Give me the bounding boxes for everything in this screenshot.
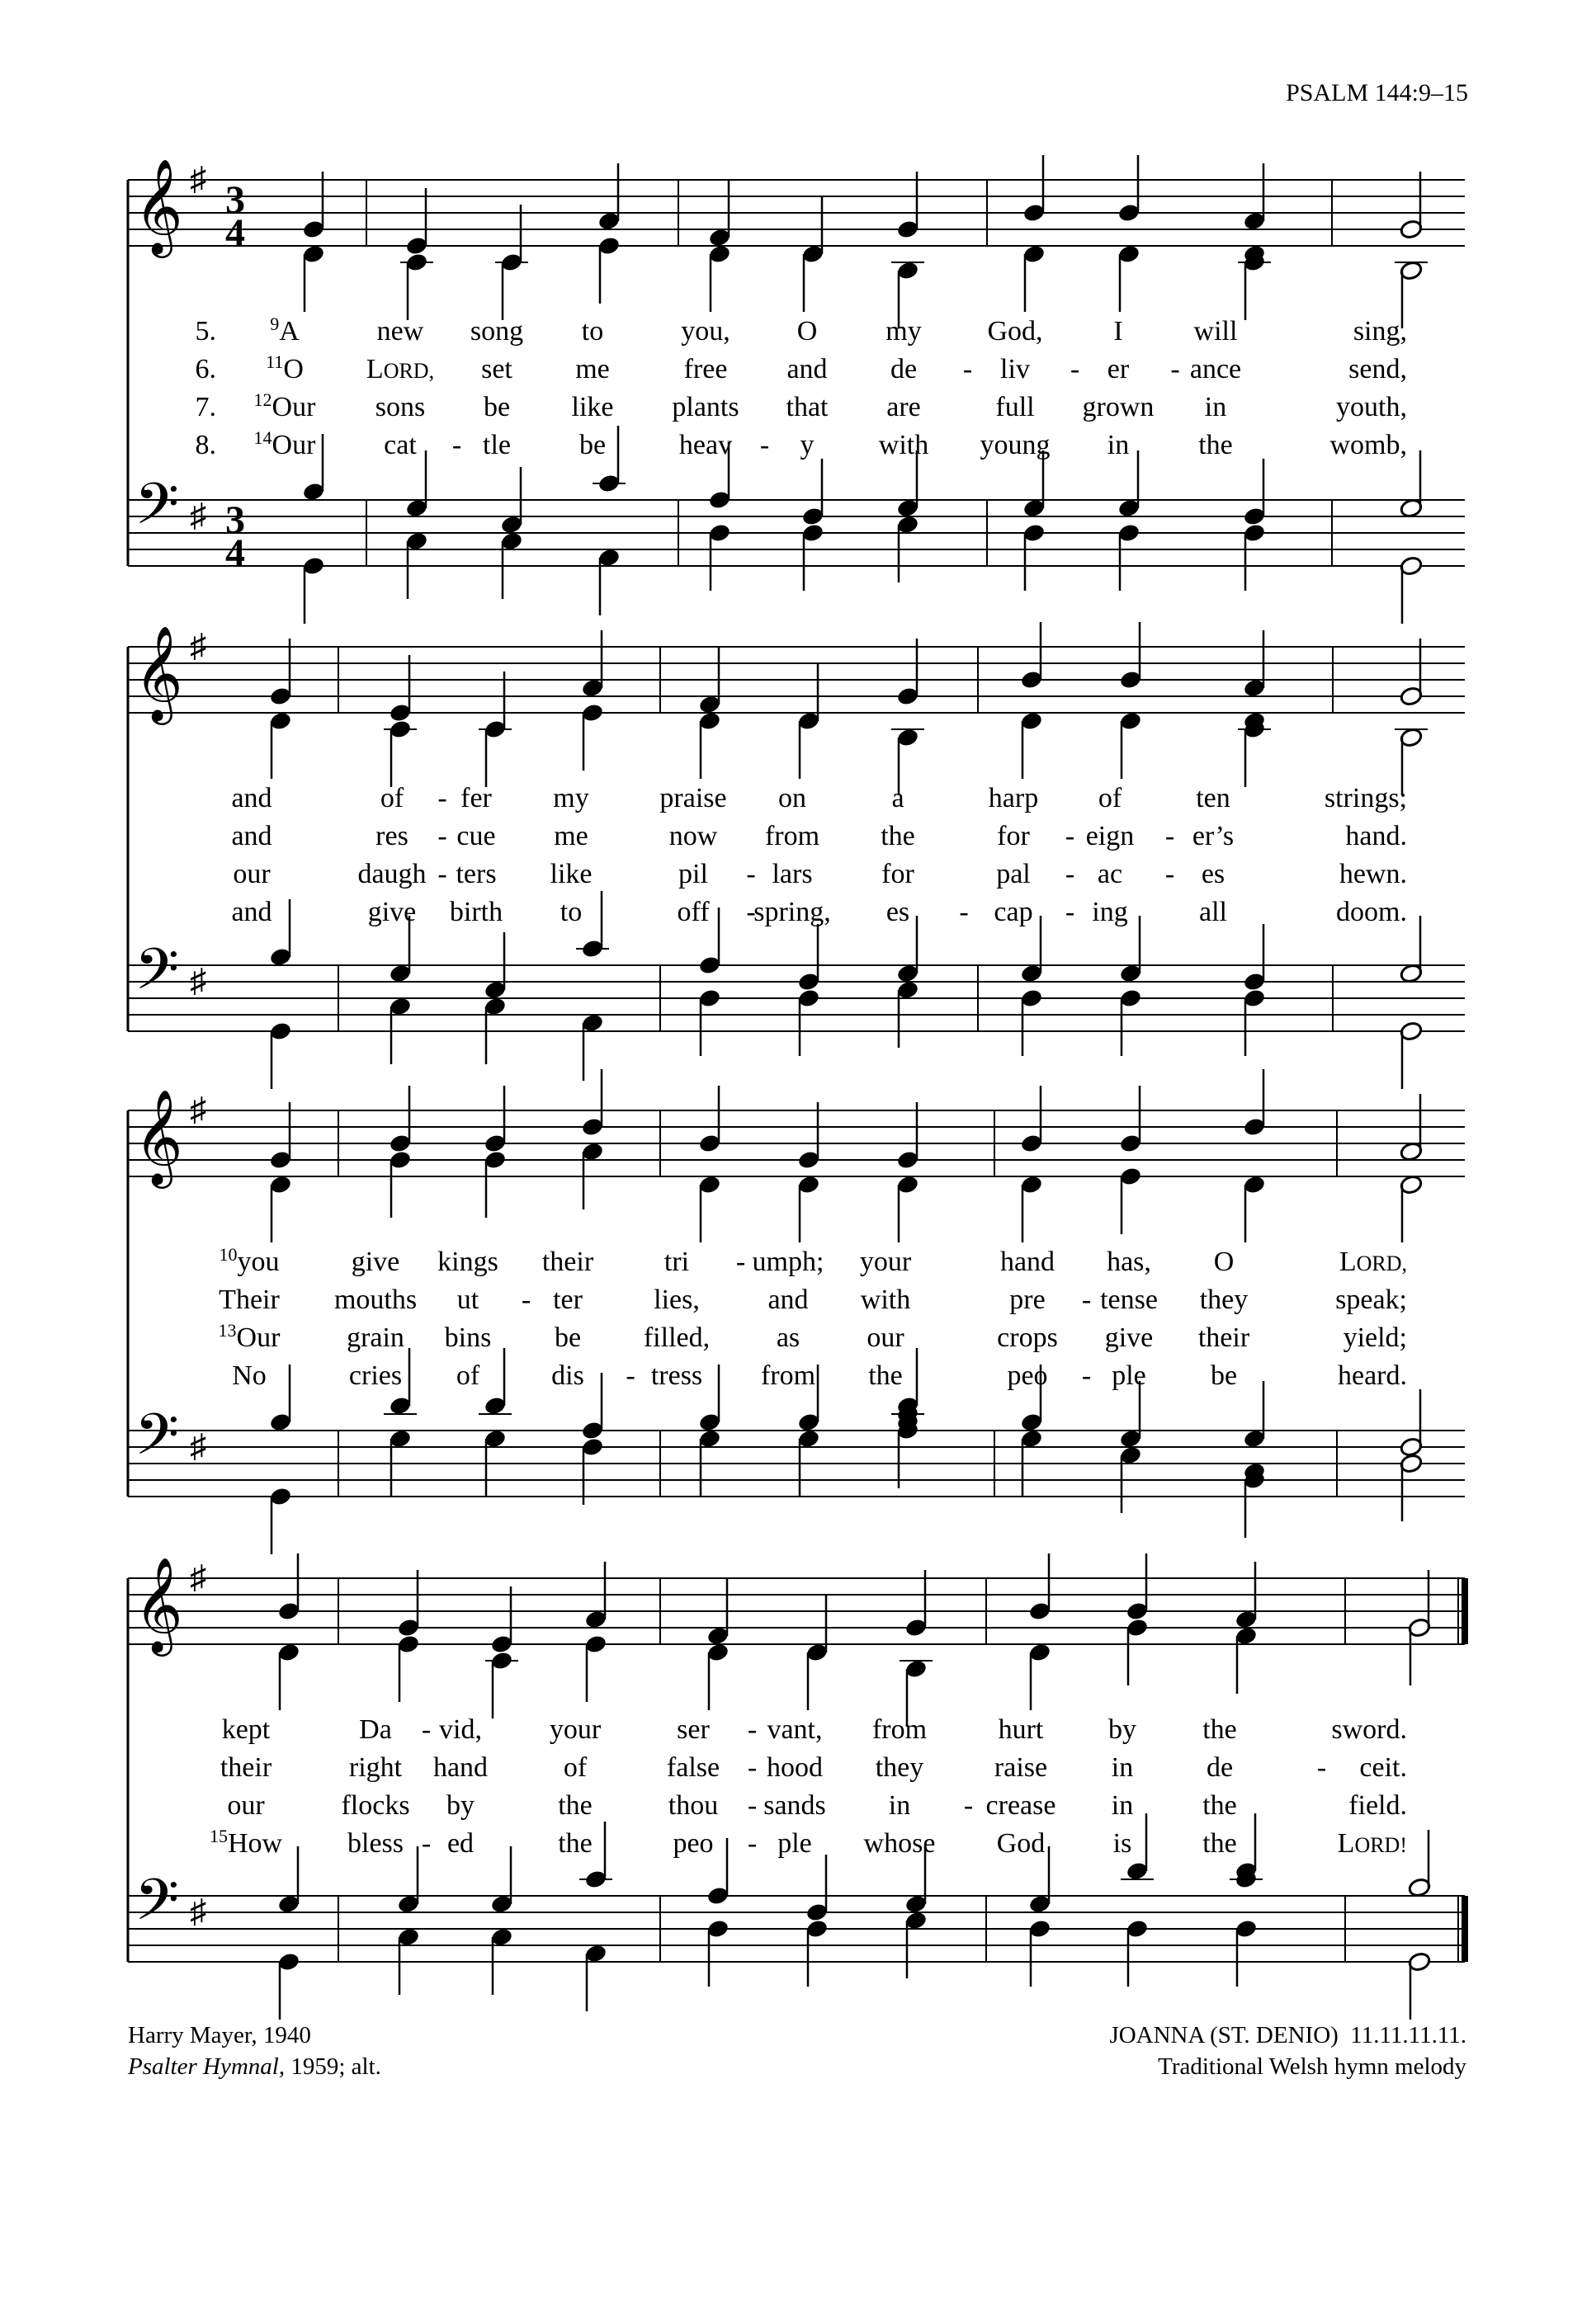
tune-name: JOANNA (ST. DENIO) 11.11.11.11. (1109, 2022, 1466, 2048)
lyric-hyphen: - (626, 1360, 635, 1391)
stanza-number: 8. (195, 430, 216, 460)
sharp-icon: ♯ (190, 1427, 206, 1464)
lyric-syllable: O (1213, 1247, 1235, 1277)
lyric-syllable: field. (1348, 1790, 1407, 1821)
lyric-syllable: God, (987, 316, 1043, 346)
lyric-syllable: filled, (643, 1322, 711, 1353)
lyric-syllable: speak; (1335, 1285, 1407, 1315)
lyric-syllable: from (764, 821, 820, 851)
lyric-syllable: heav (678, 430, 733, 460)
lyric-syllable: new (376, 316, 424, 346)
lyric-syllable: their (1197, 1322, 1250, 1353)
sharp-icon: ♯ (190, 627, 206, 664)
text-author: Harry Mayer, 1940 (128, 2022, 311, 2048)
lyric-syllable: of (1098, 783, 1122, 813)
lyric-syllable: ple (1112, 1360, 1146, 1391)
lyric-syllable: give (351, 1247, 400, 1277)
lyric-syllable: the (1202, 1714, 1237, 1745)
lyric-syllable: tri (663, 1247, 690, 1277)
lyric-syllable: ten (1196, 783, 1230, 813)
lyric-syllable: in (1111, 1752, 1134, 1783)
lyric-syllable: of (456, 1360, 480, 1391)
lyric-syllable: es (885, 897, 910, 927)
lyric-syllable: plants (672, 392, 739, 422)
lyric-syllable: harp (988, 783, 1039, 813)
lyric-syllable: vant, (767, 1714, 823, 1745)
lyric-syllable: crease (985, 1790, 1056, 1821)
lyric-syllable: to (560, 897, 583, 927)
lyric-syllable: me (575, 354, 610, 384)
lyric-syllable: hand (432, 1752, 489, 1783)
lyric-syllable: your (859, 1247, 912, 1277)
lyric-hyphen: - (746, 859, 756, 889)
lyric-hyphen: - (1316, 1752, 1327, 1783)
lyric-syllable: be (1210, 1360, 1238, 1391)
lyric-syllable: praise (659, 783, 727, 813)
sharp-icon: ♯ (190, 962, 206, 999)
lyric-syllable: $^{14}$Our (253, 427, 316, 460)
lyric-syllable: res (375, 821, 408, 851)
lyric-syllable: I (1113, 316, 1123, 346)
lyric-syllable: y (800, 430, 815, 460)
lyric-syllable: by (1108, 1714, 1136, 1745)
lyric-syllable: grain (347, 1322, 404, 1353)
lyric-syllable: a (891, 783, 904, 813)
lyric-syllable: ter (553, 1285, 583, 1315)
lyric-syllable: eign (1085, 821, 1135, 851)
lyric-syllable: full (995, 392, 1035, 422)
lyric-syllable: in (1204, 392, 1227, 422)
lyric-syllable: like (571, 392, 614, 422)
lyric-syllable: $^{15}$How (209, 1826, 283, 1859)
lyric-syllable: you, (681, 316, 730, 346)
lyric-hyphen: - (747, 1790, 758, 1821)
bass-clef-icon: 𝄢 (134, 1404, 180, 1481)
lyric-syllable: cue (456, 821, 496, 851)
lyric-hyphen: - (746, 897, 756, 927)
lyric-syllable: ac (1097, 859, 1123, 889)
lyric-hyphen: - (747, 1714, 758, 1745)
sharp-icon: ♯ (190, 497, 206, 534)
lyric-syllable: the (558, 1790, 593, 1821)
lyric-syllable: and (231, 783, 272, 813)
lyric-syllable: sword. (1331, 1714, 1407, 1745)
lyric-syllable: strings; (1324, 783, 1407, 813)
lyric-syllable: for (881, 859, 914, 889)
lyric-syllable: from (871, 1714, 928, 1745)
lyric-syllable: bins (444, 1322, 492, 1353)
lyric-syllable: my (885, 316, 922, 346)
lyric-syllable: with (878, 430, 929, 460)
lyric-syllable: yield; (1343, 1322, 1407, 1353)
lyric-syllable: all (1199, 897, 1227, 927)
lyric-syllable: $^{10}$you (219, 1244, 280, 1277)
lyric-hyphen: - (959, 897, 969, 927)
lyric-syllable: $^{13}$Our (218, 1320, 281, 1353)
final-bar-thick (1462, 1896, 1468, 1962)
lyric-syllable: they (1199, 1285, 1249, 1315)
psalm-reference: PSALM 144:9–15 (1286, 79, 1468, 106)
bass-clef-icon: 𝄢 (134, 939, 180, 1016)
lyric-syllable: dis (551, 1360, 584, 1391)
lyric-syllable: and (767, 1285, 809, 1315)
lyric-hyphen: - (1164, 821, 1175, 851)
lyric-hyphen: - (1070, 354, 1080, 384)
lyric-syllable: umph; (752, 1247, 824, 1277)
lyric-syllable: set (481, 354, 512, 384)
lyric-syllable: the (1202, 1790, 1237, 1821)
lyric-hyphen: - (1065, 821, 1075, 851)
lyric-syllable: now (668, 821, 718, 851)
lyric-syllable: kept (221, 1714, 271, 1745)
sharp-icon: ♯ (190, 1558, 206, 1596)
lyric-hyphen: - (759, 430, 770, 460)
lyric-syllable: from (760, 1360, 816, 1391)
time-signature-top: 3 (225, 178, 245, 222)
lyric-syllable: raise (994, 1752, 1048, 1783)
lyric-hyphen: - (1170, 354, 1180, 384)
lyric-syllable: ser (677, 1714, 710, 1745)
lyric-syllable: their (220, 1752, 272, 1783)
lyric-syllable: hood (767, 1752, 823, 1783)
lyric-hyphen: - (963, 1790, 974, 1821)
lyric-syllable: lies, (654, 1285, 700, 1315)
treble-clef-icon: 𝄞 (134, 1091, 183, 1183)
lyric-syllable: ters (456, 859, 497, 889)
text-source-rest: 1959; alt. (285, 2053, 381, 2080)
lyric-syllable: pre (1009, 1285, 1046, 1315)
treble-clef-icon: 𝄞 (134, 161, 183, 252)
lyric-hyphen: - (1081, 1360, 1092, 1391)
lyric-syllable: with (860, 1285, 911, 1315)
lyric-hyphen: - (735, 1247, 746, 1277)
lyric-syllable: womb, (1329, 430, 1407, 460)
sharp-icon: ♯ (190, 160, 206, 197)
lyric-syllable: de (890, 354, 918, 384)
lyric-syllable: the (1202, 1828, 1237, 1859)
lyric-hyphen: - (1065, 859, 1075, 889)
lyric-syllable: by (446, 1790, 475, 1821)
lyric-syllable: whose (863, 1828, 936, 1859)
lyric-syllable: be (554, 1322, 582, 1353)
lyric-syllable: ed (446, 1828, 475, 1859)
lyric-syllable: my (553, 783, 589, 813)
lyric-syllable: $^{11}$O (266, 351, 304, 384)
time-signature-top: 3 (225, 498, 245, 542)
lyric-syllable: our (233, 859, 271, 889)
lyric-syllable: crops (997, 1322, 1058, 1353)
credits-right (1109, 2020, 1466, 2082)
lyric-syllable: thou (668, 1790, 719, 1821)
lyric-hyphen: - (421, 1714, 432, 1745)
lyric-hyphen: - (437, 859, 447, 889)
lyric-syllable: song (470, 316, 524, 346)
lyric-syllable: $^9$A (270, 313, 300, 346)
treble-clef-icon: 𝄞 (134, 1559, 183, 1651)
lyric-syllable: to (581, 316, 604, 346)
lyric-syllable: and (786, 354, 828, 384)
text-source (128, 2051, 381, 2082)
lyric-syllable: cat (384, 430, 417, 460)
lyric-syllable: es (1201, 859, 1225, 889)
lyric-syllable: youth, (1336, 392, 1407, 422)
lyric-syllable: O (796, 316, 818, 346)
lyric-syllable: peo (1007, 1360, 1048, 1391)
lyric-syllable: false (666, 1752, 720, 1783)
lyric-syllable: ple (777, 1828, 812, 1859)
lyric-syllable: your (549, 1714, 602, 1745)
lyric-syllable: has, (1107, 1247, 1151, 1277)
lyric-syllable: tress (650, 1360, 703, 1391)
lyric-syllable: Da (359, 1714, 392, 1745)
lyric-syllable: er’s (1192, 821, 1235, 851)
stanza-number: 5. (195, 316, 216, 346)
lyric-syllable: heard. (1337, 1360, 1407, 1391)
lyric-syllable: de (1206, 1752, 1234, 1783)
lyric-hyphen: - (1081, 1285, 1092, 1315)
lyric-syllable: hewn. (1339, 859, 1407, 889)
lyric-syllable: in (888, 1790, 911, 1821)
lyric-syllable: tense (1100, 1285, 1158, 1315)
lyric-syllable: our (867, 1322, 904, 1353)
lyric-syllable: right (348, 1752, 403, 1783)
lyric-syllable: off (677, 897, 710, 927)
treble-clef-icon: 𝄞 (134, 628, 183, 719)
lyric-syllable: be (483, 392, 511, 422)
lyric-syllable: of (380, 783, 404, 813)
sharp-icon: ♯ (190, 1893, 206, 1930)
lyric-syllable: on (778, 783, 806, 813)
lyric-syllable: are (886, 392, 921, 422)
lyric-syllable: that (786, 392, 829, 422)
lyric-syllable: and (231, 821, 272, 851)
lyric-syllable: sons (375, 392, 426, 422)
lyric-syllable: grown (1082, 392, 1155, 422)
lyric-syllable: me (554, 821, 588, 851)
lyric-syllable: $^{12}$Our (253, 389, 316, 422)
lyric-syllable: pal (996, 859, 1031, 889)
lyric-syllable: young (980, 430, 1051, 460)
lyric-syllable: the (868, 1360, 903, 1391)
lyric-syllable: cap (994, 897, 1033, 927)
lyric-syllable: send, (1348, 354, 1407, 384)
lyric-syllable: is (1112, 1828, 1132, 1859)
lyric-syllable: be (578, 430, 607, 460)
lyric-syllable: vid, (439, 1714, 482, 1745)
lyric-syllable: daugh (357, 859, 427, 889)
lyric-hyphen: - (1164, 859, 1175, 889)
text-source-title: Psalter Hymnal, (128, 2053, 286, 2080)
lyric-syllable: will (1193, 316, 1238, 346)
stanza-number: 7. (195, 392, 216, 422)
lyric-syllable: give (367, 897, 417, 927)
lyric-syllable: spring, (753, 897, 831, 927)
lyric-syllable: No (232, 1360, 267, 1391)
lyric-hyphen: - (747, 1828, 758, 1859)
lyric-syllable: free (683, 354, 728, 384)
lyric-syllable: they (875, 1752, 924, 1783)
credits-left (128, 2020, 381, 2082)
lyric-syllable: hand (999, 1247, 1055, 1277)
lyric-syllable: pil (678, 859, 708, 889)
lyric-syllable: the (558, 1828, 593, 1859)
lyric-hyphen: - (747, 1752, 758, 1783)
lyric-syllable: our (227, 1790, 265, 1821)
lyric-syllable: tle (483, 430, 511, 460)
lyric-syllable: for (997, 821, 1030, 851)
lyric-syllable: kings (437, 1247, 498, 1277)
stanza-number: 6. (195, 354, 216, 384)
lyric-syllable: as (776, 1322, 800, 1353)
lyric-syllable: their (541, 1247, 594, 1277)
lyric-syllable: peo (673, 1828, 714, 1859)
lyric-syllable: of (563, 1752, 588, 1783)
lyric-syllable: like (550, 859, 593, 889)
lyric-syllable: ance (1189, 354, 1242, 384)
lyric-syllable: liv (1000, 354, 1030, 384)
lyric-syllable: sing, (1353, 316, 1407, 346)
lyric-hyphen: - (437, 783, 447, 813)
lyric-hyphen: - (451, 430, 462, 460)
lyric-syllable: fer (460, 783, 492, 813)
lyric-syllable: flocks (341, 1790, 410, 1821)
lyric-syllable: in (1107, 430, 1130, 460)
tune-origin: Traditional Welsh hymn melody (1158, 2053, 1466, 2080)
lyric-syllable: hand. (1345, 821, 1407, 851)
lyric-syllable: sands (763, 1790, 826, 1821)
lyric-syllable: LORD, (366, 354, 435, 384)
lyric-syllable: LORD! (1337, 1828, 1407, 1859)
final-bar-thick (1462, 1578, 1468, 1644)
lyric-syllable: doom. (1336, 897, 1407, 927)
time-signature-bottom: 4 (225, 211, 245, 255)
lyric-hyphen: - (437, 821, 447, 851)
lyric-syllable: and (231, 897, 272, 927)
bass-clef-icon: 𝄢 (134, 1869, 180, 1946)
lyric-syllable: bless (347, 1828, 404, 1859)
lyric-syllable: ing (1092, 897, 1128, 927)
lyric-hyphen: - (521, 1285, 531, 1315)
lyric-syllable: er (1107, 354, 1130, 384)
lyric-syllable: birth (449, 897, 503, 927)
time-signature-bottom: 4 (225, 531, 245, 575)
lyric-syllable: Their (219, 1285, 280, 1315)
lyric-syllable: hurt (998, 1714, 1044, 1745)
sharp-icon: ♯ (190, 1091, 206, 1128)
lyric-syllable: give (1104, 1322, 1154, 1353)
lyric-syllable: in (1111, 1790, 1134, 1821)
lyric-syllable: ut (456, 1285, 479, 1315)
lyric-hyphen: - (1065, 897, 1075, 927)
lyric-syllable: ceit. (1359, 1752, 1407, 1783)
lyric-syllable: mouths (333, 1285, 418, 1315)
lyric-syllable: the (881, 821, 915, 851)
lyric-syllable: cries (348, 1360, 403, 1391)
lyric-syllable: LORD, (1339, 1247, 1407, 1277)
lyric-hyphen: - (962, 354, 973, 384)
lyric-hyphen: - (421, 1828, 432, 1859)
lyric-syllable: the (1198, 430, 1233, 460)
lyric-syllable: God (996, 1828, 1046, 1859)
bass-clef-icon: 𝄢 (134, 474, 180, 550)
lyric-syllable: lars (772, 859, 813, 889)
